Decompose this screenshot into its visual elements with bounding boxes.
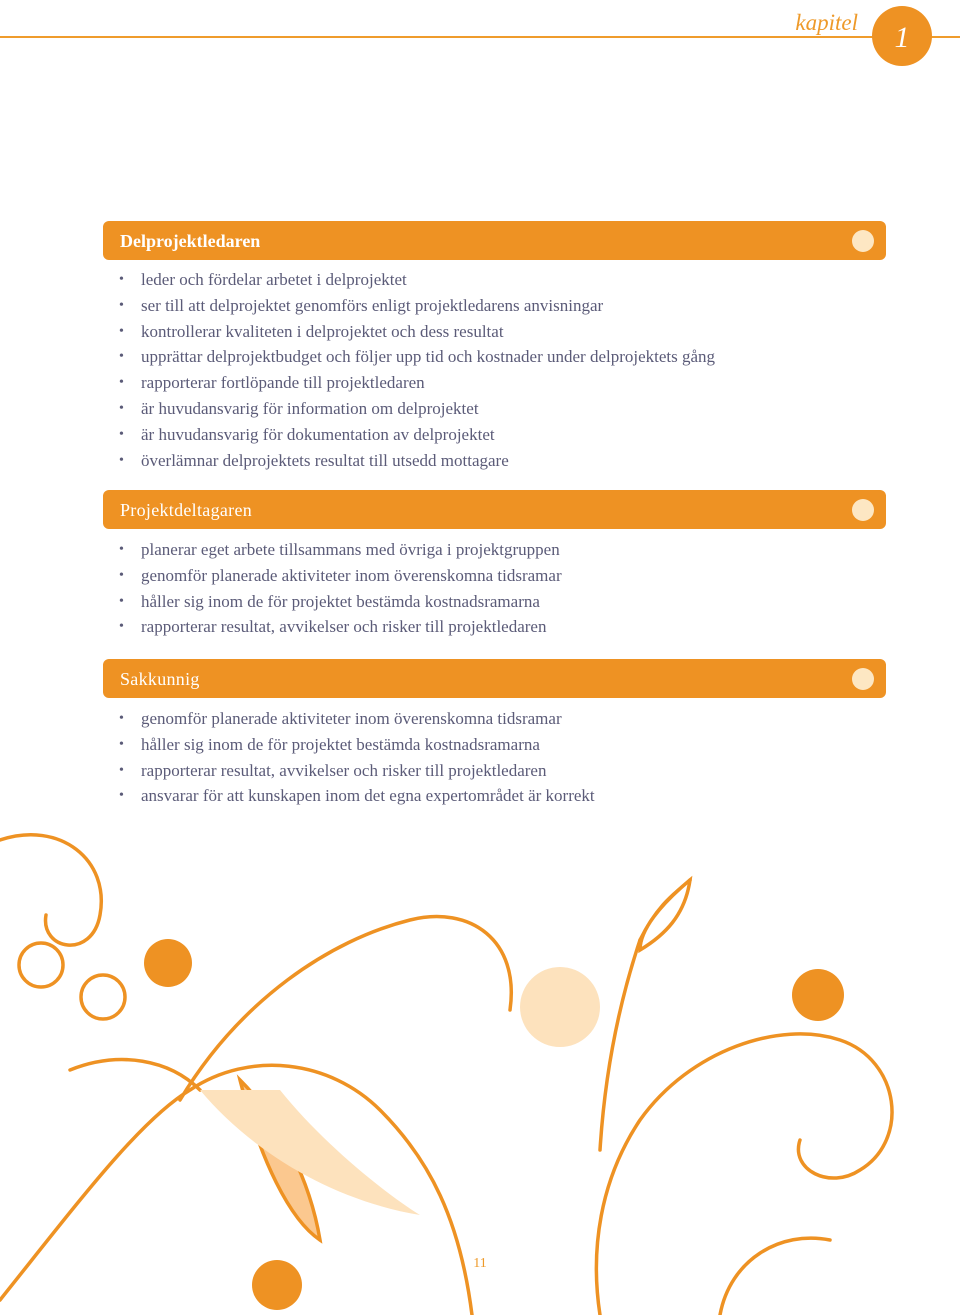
list-item: • genomför planerade aktiviteter inom överenskomna tidsramar (103, 563, 886, 589)
bullet-list (103, 706, 886, 809)
section-header-bar (103, 490, 886, 529)
list-item: • kontrollerar kvaliteten i delprojektet och dess resultat (103, 319, 886, 345)
section-delprojektledaren (103, 221, 886, 473)
bullet-list (103, 537, 886, 640)
page-number: 11 (473, 1256, 487, 1271)
list-item: • är huvudansvarig för dokumentation av delprojektet (103, 422, 886, 448)
list-item: • rapporterar resultat, avvikelser och risker till projektledaren (103, 758, 886, 784)
section-projektdeltagaren (103, 490, 886, 640)
list-item: • leder och fördelar arbetet i delprojektet (103, 267, 886, 293)
list-item: • rapporterar fortlöpande till projektledaren (103, 370, 886, 396)
section-header-bar (103, 221, 886, 260)
section-sakkunnig (103, 659, 886, 809)
decorative-swirl-ornament (0, 820, 960, 1315)
list-item: • är huvudansvarig för information om delprojektet (103, 396, 886, 422)
list-item: • rapporterar resultat, avvikelser och risker till projektledaren (103, 614, 886, 640)
list-item: • håller sig inom de för projektet bestämda kostnadsramarna (103, 589, 886, 615)
list-item: • planerar eget arbete tillsammans med övriga i projektgruppen (103, 537, 886, 563)
circle-dot-icon (852, 230, 874, 252)
section-title: Sakkunnig (120, 669, 200, 689)
list-item: • ansvarar för att kunskapen inom det egna expertområdet är korrekt (103, 783, 886, 809)
bullet-list (103, 267, 886, 473)
list-item: • överlämnar delprojektets resultat till utsedd mottagare (103, 448, 886, 474)
chapter-number-badge: 1 (872, 6, 932, 66)
circle-dot-icon (852, 668, 874, 690)
section-header-bar (103, 659, 886, 698)
section-title: Delprojektledaren (120, 231, 261, 251)
section-title: Projektdeltagaren (120, 500, 253, 520)
list-item: • håller sig inom de för projektet bestämda kostnadsramarna (103, 732, 886, 758)
chapter-label: kapitel (787, 10, 866, 36)
circle-dot-icon (852, 499, 874, 521)
header-rule (0, 36, 960, 38)
list-item: • ser till att delprojektet genomförs enligt projektledarens anvisningar (103, 293, 886, 319)
list-item: • genomför planerade aktiviteter inom överenskomna tidsramar (103, 706, 886, 732)
list-item: • upprättar delprojektbudget och följer upp tid och kostnader under delprojektets gång (103, 344, 886, 370)
